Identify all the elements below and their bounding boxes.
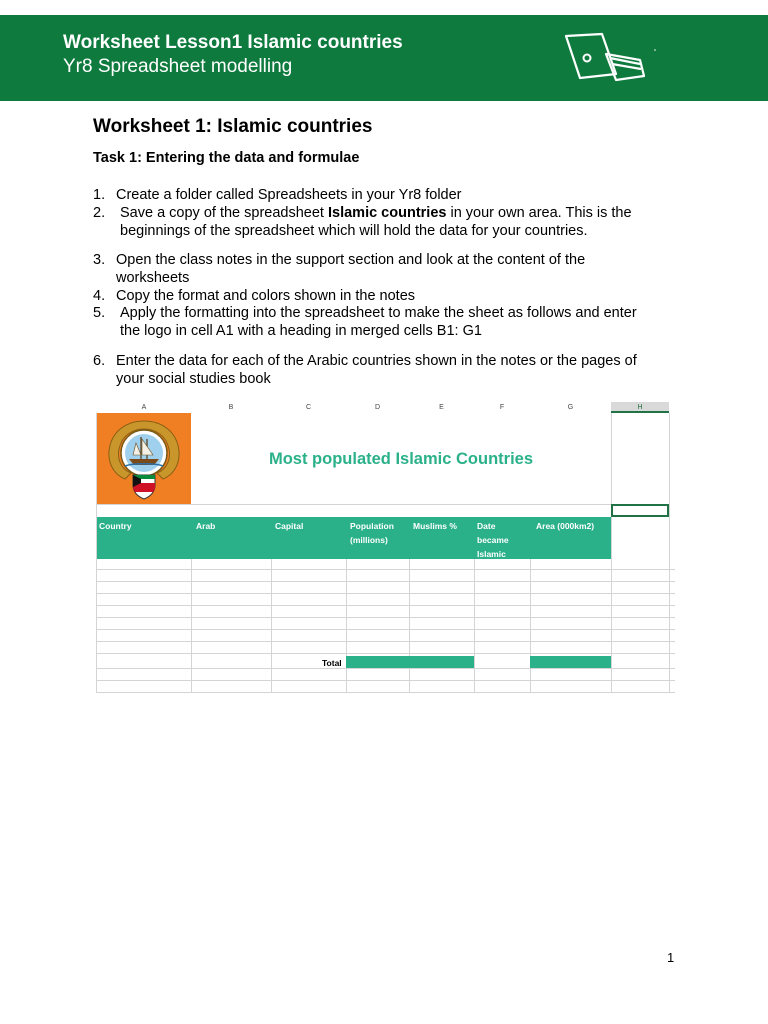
list-text-cont: beginnings of the spreadsheet which will hold the data for your countries. xyxy=(120,223,588,239)
laptop-icon xyxy=(560,30,660,90)
gridline xyxy=(97,504,669,505)
column-label-population: Population (millions) xyxy=(350,521,394,545)
gridline xyxy=(97,569,675,570)
gridline xyxy=(530,559,531,693)
list-item xyxy=(93,287,683,305)
gridline xyxy=(97,641,675,642)
gridline xyxy=(97,668,675,669)
spreadsheet-name: Islamic countries xyxy=(327,205,447,221)
gridline xyxy=(191,559,192,693)
column-header: C xyxy=(305,404,312,411)
list-text-part: in your own area. This is the xyxy=(446,205,632,221)
gridline xyxy=(97,605,675,606)
column-header-selected: H xyxy=(611,402,669,413)
list-item xyxy=(93,251,683,287)
list-text-cont: worksheets xyxy=(116,270,190,286)
list-item xyxy=(93,186,683,204)
gridline xyxy=(409,559,410,693)
list-text: Create a folder called Spreadsheets in your Yr8 folder xyxy=(116,187,462,203)
column-header: D xyxy=(374,404,381,411)
list-item xyxy=(93,304,683,340)
gridline xyxy=(97,629,675,630)
column-header: F xyxy=(499,404,505,411)
gridline xyxy=(97,653,675,654)
gridline xyxy=(97,617,675,618)
gridline xyxy=(474,559,475,693)
gridline xyxy=(97,581,675,582)
column-label-arab: Arab xyxy=(196,521,216,531)
header-subtitle: Yr8 Spreadsheet modelling xyxy=(63,56,293,77)
column-label-date: Date became Islamic xyxy=(477,521,509,559)
column-label-capital: Capital xyxy=(275,521,304,531)
list-item xyxy=(93,204,683,240)
total-cells xyxy=(346,656,474,668)
list-number: 4. xyxy=(93,288,106,304)
list-text: Open the class notes in the support section and look at the content of the xyxy=(116,252,586,268)
list-number: 2. xyxy=(93,205,106,221)
list-text: Enter the data for each of the Arabic countries shown in the notes or the pages of xyxy=(116,353,637,369)
list-text: Apply the formatting into the spreadsheet to make the sheet as follows and enter xyxy=(120,305,637,321)
gridline xyxy=(97,593,675,594)
column-header: A xyxy=(141,404,147,411)
list-text-cont: your social studies book xyxy=(116,371,271,387)
column-header: B xyxy=(228,404,234,411)
emblem-icon xyxy=(97,413,191,504)
column-label-country: Country xyxy=(99,521,132,531)
page-number: 1 xyxy=(667,950,675,965)
gridline xyxy=(611,413,612,693)
spreadsheet-image xyxy=(95,402,675,694)
selected-cell xyxy=(611,504,669,517)
list-number: 5. xyxy=(93,305,106,321)
gridline xyxy=(669,413,670,693)
list-text xyxy=(120,204,632,222)
total-label: Total xyxy=(322,658,342,668)
column-label-muslims: Muslims % xyxy=(413,521,457,531)
spreadsheet-heading: Most populated Islamic Countries xyxy=(268,450,534,468)
column-header: G xyxy=(567,404,574,411)
logo-cell xyxy=(97,413,191,504)
list-text-cont: the logo in cell A1 with a heading in merged cells B1: G1 xyxy=(120,323,482,339)
task-title: Task 1: Entering the data and formulae xyxy=(93,150,360,166)
gridline xyxy=(271,559,272,693)
column-header: E xyxy=(439,404,444,411)
gridline xyxy=(97,692,675,693)
list-text-part: Save a copy of the spreadsheet xyxy=(120,205,328,221)
header-title: Worksheet Lesson1 Islamic countries xyxy=(63,32,403,53)
total-cell xyxy=(530,656,611,668)
gridline xyxy=(97,680,675,681)
page-title: Worksheet 1: Islamic countries xyxy=(93,116,373,137)
list-number: 1. xyxy=(93,187,106,203)
gridline xyxy=(346,559,347,693)
list-number: 3. xyxy=(93,252,106,268)
list-text: Copy the format and colors shown in the notes xyxy=(116,288,416,304)
list-number: 6. xyxy=(93,353,106,369)
column-label-area: Area (000km2) xyxy=(536,521,595,531)
list-item xyxy=(93,352,683,388)
